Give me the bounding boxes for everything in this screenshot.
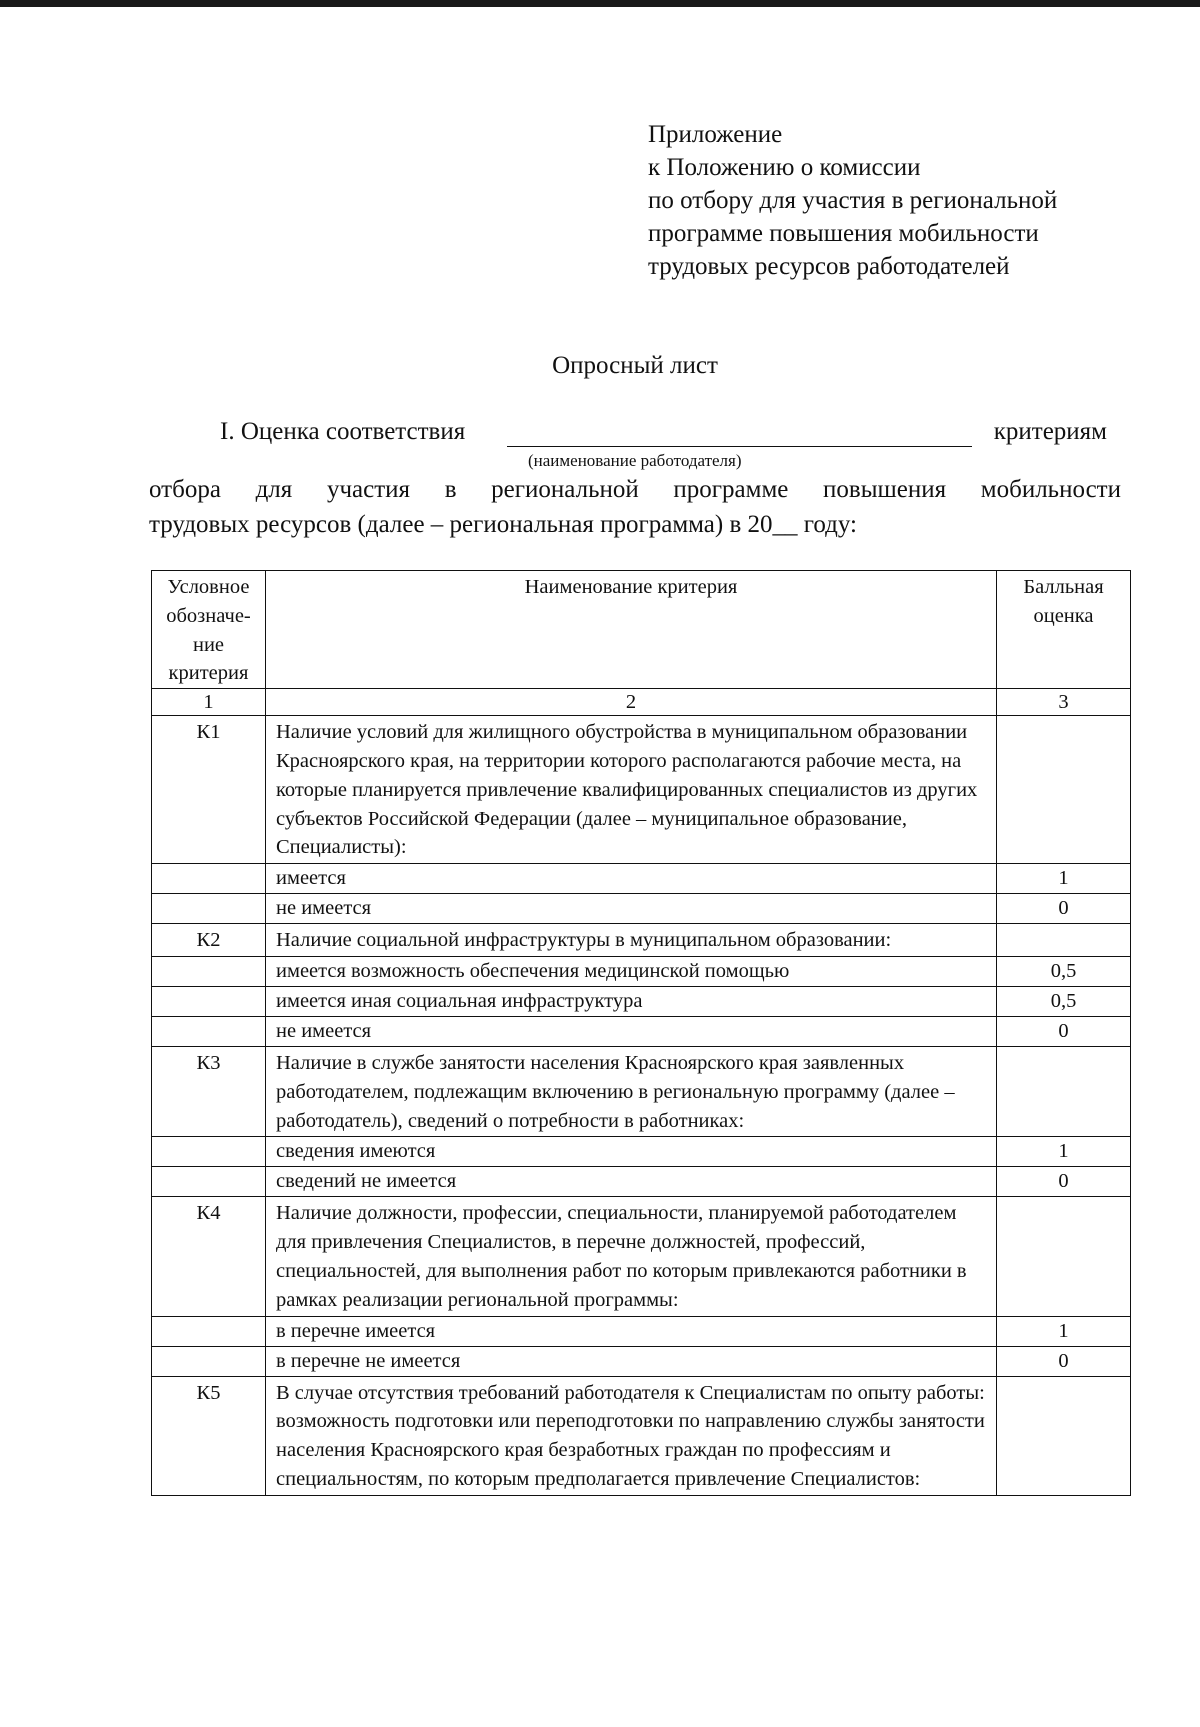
option-score: 0 — [997, 1167, 1131, 1197]
option-score: 0 — [997, 1016, 1131, 1046]
evaluation-lead: I. Оценка соответствия — [220, 418, 466, 445]
option-code — [152, 1016, 266, 1046]
option-row — [152, 1167, 1131, 1197]
criterion-name: Наличие социальной инфраструктуры в муниципальном образовании: — [266, 924, 997, 957]
criterion-row — [152, 924, 1131, 957]
option-code — [152, 1167, 266, 1197]
option-label: в перечне не имеется — [266, 1346, 997, 1376]
appendix-line: к Положению о комиссии — [648, 154, 921, 181]
option-row — [152, 956, 1131, 986]
criterion-name: Наличие условий для жилищного обустройства в муниципальном образовании Красноярского края, на территории которого располагаются рабочие места, на которые планируется привлечение квалифицированных специалистов из других субъектов Российской Федерации (далее – муниципальное образование, Специалисты): — [266, 716, 997, 864]
option-code — [152, 1137, 266, 1167]
criterion-score — [997, 924, 1131, 957]
appendix-line: трудовых ресурсов работодателей — [648, 253, 1010, 280]
evaluation-text — [149, 472, 1121, 542]
option-score: 0,5 — [997, 956, 1131, 986]
criterion-score — [997, 1376, 1131, 1495]
option-score: 0 — [997, 894, 1131, 924]
appendix-line: по отбору для участия в региональной — [648, 187, 1058, 214]
criterion-name: Наличие должности, профессии, специальности, планируемой работодателем для привлечения Специалистов, в перечне должностей, профессий, специальностей, для выполнения работ по которым привлекаются работники в рамках реализации региональной программы: — [266, 1197, 997, 1316]
evaluation-text-line: отбора для участия в региональной программе повышения мобильности — [149, 476, 1121, 503]
option-row — [152, 986, 1131, 1016]
option-label: имеется возможность обеспечения медицинской помощью — [266, 956, 997, 986]
option-score: 0,5 — [997, 986, 1131, 1016]
option-code — [152, 956, 266, 986]
option-label: имеется иная социальная инфраструктура — [266, 986, 997, 1016]
option-code — [152, 986, 266, 1016]
criterion-name: Наличие в службе занятости населения Красноярского края заявленных работодателем, подлежащим включению в региональную программу (далее – работодатель), сведений о потребности в работниках: — [266, 1046, 997, 1136]
employer-name-blank — [507, 446, 972, 447]
header-cell-code: Условное обозначе-ние критерия — [152, 571, 266, 689]
option-row — [152, 1016, 1131, 1046]
header-cell-score: Балльная оценка — [997, 571, 1131, 689]
option-label: сведений не имеется — [266, 1167, 997, 1197]
employer-name-hint: (наименование работодателя) — [528, 451, 742, 470]
criterion-code: К1 — [152, 716, 266, 864]
criterion-score — [997, 716, 1131, 864]
option-label: не имеется — [266, 894, 997, 924]
criterion-code: К4 — [152, 1197, 266, 1316]
option-row — [152, 1137, 1131, 1167]
option-code — [152, 894, 266, 924]
criterion-score — [997, 1046, 1131, 1136]
appendix-block — [648, 118, 1057, 283]
column-number-row — [152, 689, 1131, 716]
criterion-code: К5 — [152, 1376, 266, 1495]
criterion-name: В случае отсутствия требований работодателя к Специалистам по опыту работы: возможность подготовки или переподготовки по направлению службы занятости населения Красноярского края безработных граждан по профессиям и специальностям, по которым предполагается привлечение Специалистов: — [266, 1376, 997, 1495]
header-cell-name: Наименование критерия — [266, 571, 997, 689]
option-row — [152, 894, 1131, 924]
criterion-code: К3 — [152, 1046, 266, 1136]
option-label: в перечне имеется — [266, 1316, 997, 1346]
evaluation-tail: критериям — [993, 418, 1107, 445]
option-row — [152, 864, 1131, 894]
criterion-row — [152, 1376, 1131, 1495]
option-label: имеется — [266, 864, 997, 894]
option-score: 1 — [997, 864, 1131, 894]
criteria-table — [151, 570, 1131, 1496]
document-title: Опросный лист — [552, 352, 718, 379]
option-code — [152, 1316, 266, 1346]
column-number: 2 — [266, 689, 997, 716]
criterion-row — [152, 1046, 1131, 1136]
option-code — [152, 864, 266, 894]
criterion-row — [152, 1197, 1131, 1316]
option-score: 1 — [997, 1137, 1131, 1167]
column-number: 1 — [152, 689, 266, 716]
evaluation-text-line: трудовых ресурсов (далее – региональная программа) в 20__ году: — [149, 511, 858, 538]
evaluation-line — [220, 418, 1107, 452]
option-score: 0 — [997, 1346, 1131, 1376]
appendix-line: программе повышения мобильности — [648, 220, 1039, 247]
option-score: 1 — [997, 1316, 1131, 1346]
criterion-score — [997, 1197, 1131, 1316]
column-number: 3 — [997, 689, 1131, 716]
criterion-row — [152, 716, 1131, 864]
criterion-code: К2 — [152, 924, 266, 957]
option-code — [152, 1346, 266, 1376]
option-row — [152, 1346, 1131, 1376]
scan-top-edge — [0, 0, 1200, 7]
option-label: не имеется — [266, 1016, 997, 1046]
option-row — [152, 1316, 1131, 1346]
header-row — [152, 571, 1131, 689]
appendix-line: Приложение — [648, 121, 783, 148]
option-label: сведения имеются — [266, 1137, 997, 1167]
